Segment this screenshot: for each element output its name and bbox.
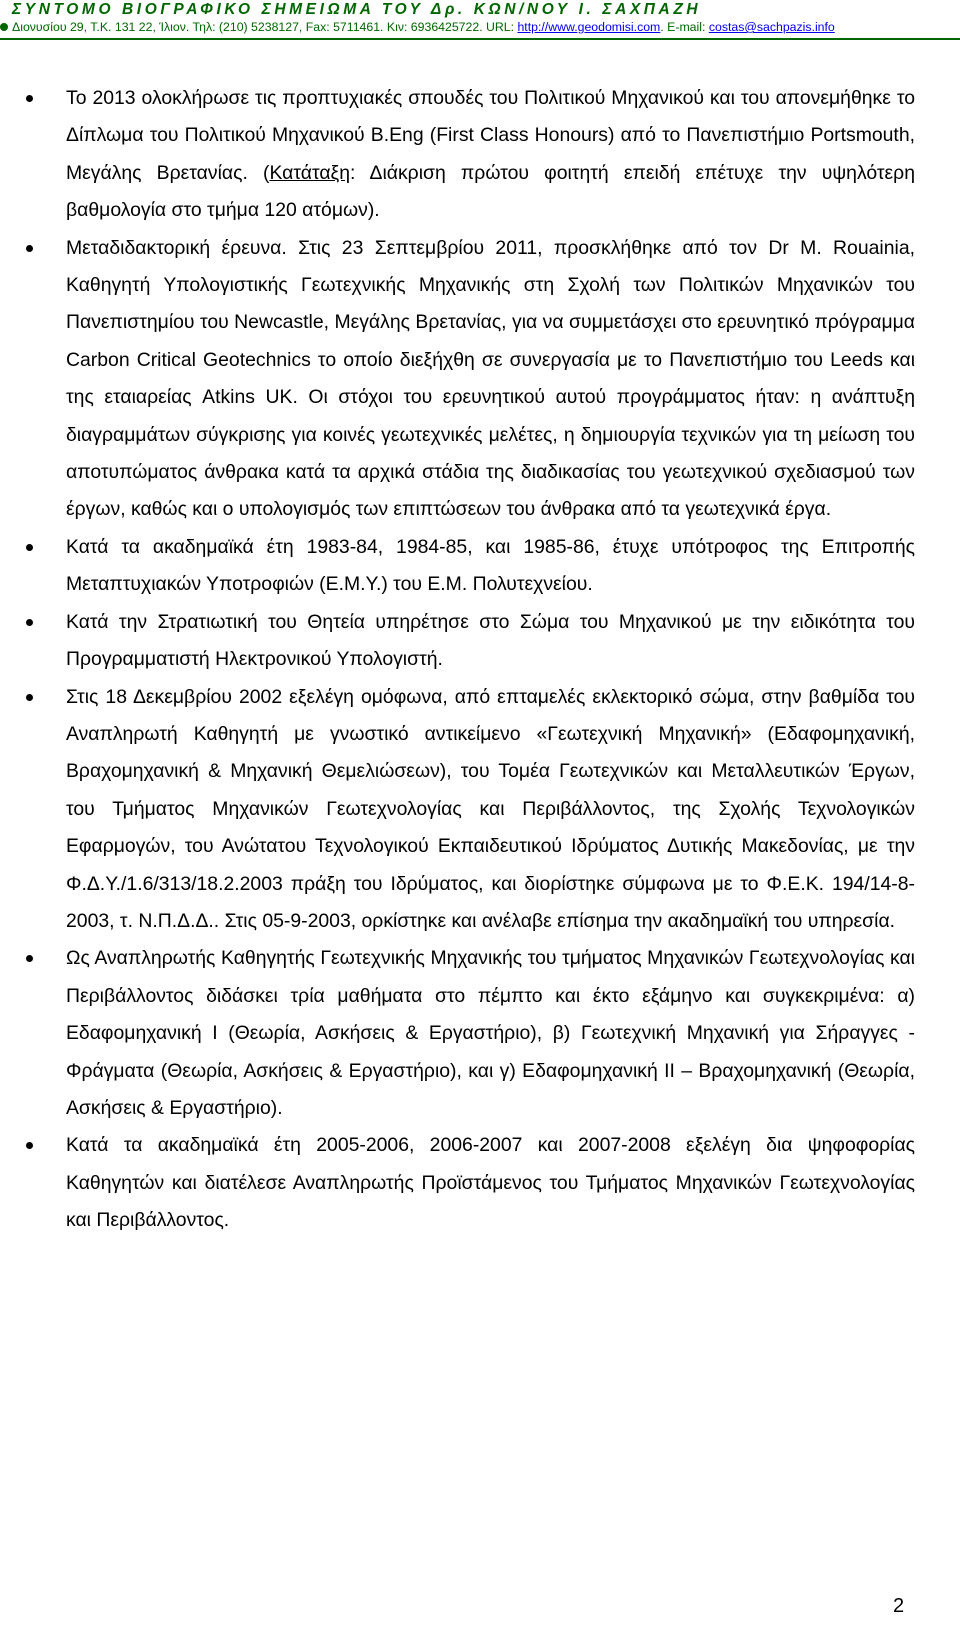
list-item (0, 230, 960, 529)
bullet-list (0, 80, 960, 1240)
item-text: Κατά τα ακαδημαϊκά έτη 2005-2006, 2006-2007 και 2007-2008 εξελέγη δια ψηφοφορίας Καθηγητών και διατέλεσε Αναπληρωτής Προϊστάμενος του Τμήματος Μηχανικών Γεωτεχνολογίας και Περιβάλλοντος. (66, 1134, 915, 1232)
bullet-icon (26, 694, 33, 701)
item-text-continued: : Διάκριση πρώτου φοιτητή επειδή επέτυχε την υψηλότερη βαθμολογία στο τμήμα 120 ατόμων). (66, 161, 915, 222)
website-link[interactable]: http://www.geodomisi.com (517, 20, 661, 34)
bullet-dot-icon (0, 23, 8, 31)
bullet-icon (26, 955, 33, 962)
list-item (0, 529, 960, 604)
email-label: . E-mail: (660, 20, 706, 34)
email-link[interactable]: costas@sachpazis.info (708, 20, 835, 34)
list-item (0, 604, 960, 679)
item-text: Το 2013 ολοκλήρωσε τις προπτυχιακές σπουδές του Πολιτικού Μηχανικού και του απονεμήθηκε το Δίπλωμα του Πολιτικού Μηχανικού B.Eng (First Class Honours) από το Πανεπιστήμιο Portsmouth, Μεγάλης Βρετανίας. ( (66, 87, 915, 184)
bullet-icon (26, 245, 33, 252)
item-text: Στις 18 Δεκεμβρίου 2002 εξελέγη ομόφωνα, από επταμελές εκλεκτορικό σώμα, στην βαθμίδα του Αναπληρωτή Καθηγητή με γνωστικό αντικείμενο «Γεωτεχνική Μηχανική» (Εδαφομηχανική, Βραχομηχανική & Μηχανική Θεμελιώσεων), του Τομέα Γεωτεχνικών και Μεταλλευτικών Έργων, του Τμήματος Μηχανικών Γεωτεχνολογίας και Περιβάλλοντος, της Σχολής Τεχνολογικών Εφαρμογών, του Ανώτατου Τεχνολογικού Εκπαιδευτικού Ιδρύματος Δυτικής Μακεδονίας, με την Φ.Δ.Υ./1.6/313/18.2.2003 πράξη του Ιδρύματος, και διορίστηκε σύμφωνα με το Φ.Ε.Κ. 194/14-8-2003, τ. Ν.Π.Δ.Δ.. Στις 05-9-2003, ορκίστηκε και ανέλαβε επίσημα την ακαδημαϊκή του υπηρεσία. (66, 685, 915, 932)
bullet-icon (26, 544, 33, 551)
header-title: ΣΥΝΤΟΜΟ ΒΙΟΓΡΑΦΙΚΟ ΣΗΜΕΙΩΜΑ ΤΟΥ Δρ. ΚΩΝ/ΝΟΥ Ι. ΣΑΧΠΑΖΗ (12, 1, 702, 18)
bullet-icon (26, 95, 33, 102)
list-item (0, 940, 960, 1127)
header-contact (0, 18, 960, 36)
list-item (0, 80, 960, 230)
document-body (0, 80, 960, 1240)
header-divider (0, 38, 960, 40)
header-address: Διονυσίου 29, Τ.Κ. 131 22, Ίλιον. Τηλ: (210) 5238127, Fax: 5711461. Κιν: 6936425722. URL: (12, 20, 515, 34)
classification-link[interactable]: Κατάταξη (269, 161, 351, 184)
bullet-icon (26, 1142, 33, 1149)
bullet-icon (26, 619, 33, 626)
page-header (0, 0, 960, 44)
list-item (0, 1127, 960, 1239)
item-text: Ως Αναπληρωτής Καθηγητής Γεωτεχνικής Μηχανικής του τμήματος Μηχανικών Γεωτεχνολογίας και Περιβάλλοντος διδάσκει τρία μαθήματα στο πέμπτο και έκτο εξάμηνο και συγκεκριμένα: α) Εδαφομηχανική Ι (Θεωρία, Ασκήσεις & Εργαστήριο), β) Γεωτεχνική Μηχανική για Σήραγγες - Φράγματα (Θεωρία, Ασκήσεις & Εργαστήριο), και γ) Εδαφομηχανική ΙΙ – Βραχομηχανική (Θεωρία, Ασκήσεις & Εργαστήριο). (66, 947, 915, 1119)
item-text: Κατά τα ακαδημαϊκά έτη 1983-84, 1984-85, και 1985-86, έτυχε υπότροφος της Επιτροπής Μεταπτυχιακών Υποτροφιών (Ε.Μ.Υ.) του Ε.Μ. Πολυτεχνείου. (66, 535, 915, 596)
page-number: 2 (893, 1595, 905, 1617)
item-text: Κατά την Στρατιωτική του Θητεία υπηρέτησε στο Σώμα του Μηχανικού με την ειδικότητα του Προγραμματιστή Ηλεκτρονικού Υπολογιστή. (66, 610, 915, 671)
list-item (0, 679, 960, 941)
item-text: Μεταδιδακτορική έρευνα. Στις 23 Σεπτεμβρίου 2011, προσκλήθηκε από τον Dr M. Rouainia, Καθηγητή Υπολογιστικής Γεωτεχνικής Μηχανικής στη Σχολή των Πολιτικών Μηχανικών του Πανεπιστημίου του Newcastle, Μεγάλης Βρετανίας, για να συμμετάσχει στο ερευνητικό πρόγραμμα Carbon Critical Geotechnics το οποίο διεξήχθη σε συνεργασία με το Πανεπιστήμιο του Leeds και της εταιαρείας Atkins UK. Οι στόχοι του ερευνητικού αυτού προγράμματος ήταν: η ανάπτυξη διαγραμμάτων σύγκρισης για κοινές γεωτεχνικές μελέτες, η δημιουργία τεχνικών για τη μείωση του αποτυπώματος άνθρακα κατά τα αρχικά στάδια της διαδικασίας του γεωτεχνικού σχεδιασμού των έργων, καθώς και ο υπολογισμός των επιπτώσεων του άνθρακα από τα γεωτεχνικά έργα. (66, 236, 915, 521)
